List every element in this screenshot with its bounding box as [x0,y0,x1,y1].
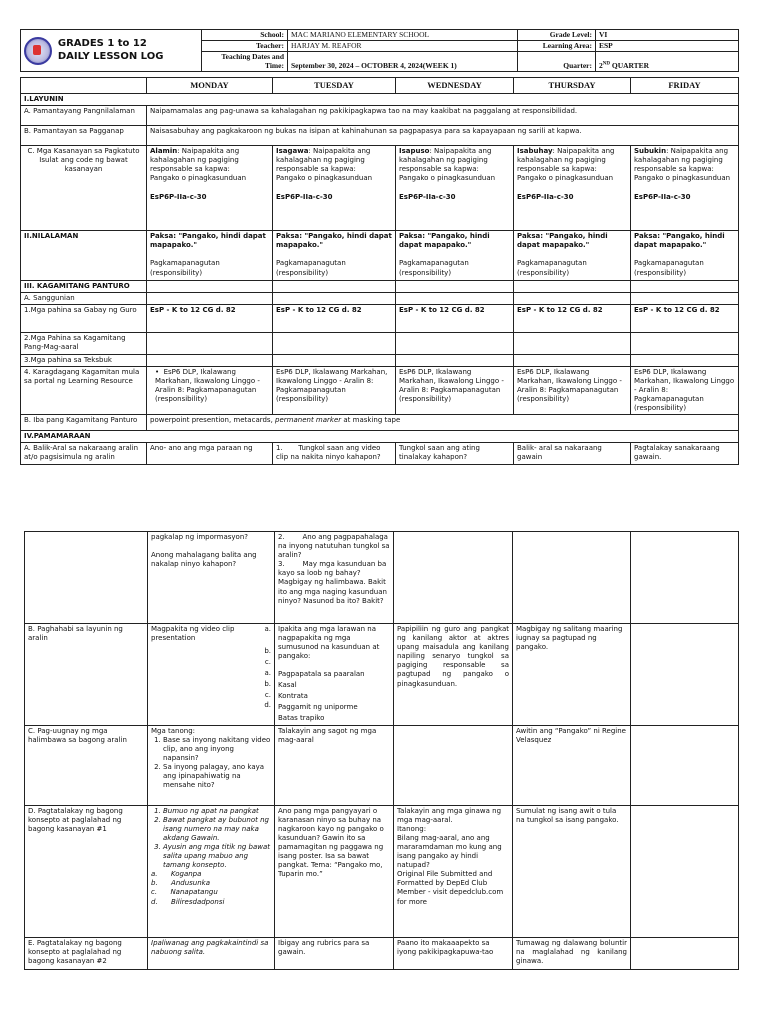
karagdagang-label: 4. Karagdagang Kagamitan mula sa portal ng Learning Resource [21,366,147,414]
header-logo-cell [21,30,202,72]
kasanayan-wednesday [396,146,514,231]
paksa-text: Paksa: "Pangako, hindi dapat mapapako." [517,232,608,250]
deped-seal-icon [24,37,52,65]
list-item: 1. Base sa inyong nakitang video clip, ano ang inyong napansin? [163,736,271,763]
balik2-monday [148,532,275,624]
text-line: Itanong: [397,824,427,833]
iba-part-2: permanent marker [275,416,342,425]
pamantayan-pagganap-label: B. Pamantayan sa Pagganap [21,126,147,146]
day-tuesday: TUESDAY [273,78,396,94]
quarter-number: 2 [599,61,603,71]
day-friday: FRIDAY [631,78,739,94]
kasanayan-code: EsP6P-IIa-c-30 [150,192,207,201]
list-text: Biliresdadponsi [171,897,225,906]
iba-text [147,415,739,431]
list-number: 3. [278,560,285,569]
area-value: ESP [596,40,739,51]
pagtatalakay2-thursday: Tumawag ng dalawang boluntir na maglalahad ng kanilang ginawa. [513,937,631,969]
karagdagang-thursday: EsP6 DLP, Ikalawang Markahan, Ikawalong Linggo - Aralin 8: Pagkamapanagutan (responsibility) [514,366,631,414]
list-letter: c. [151,888,158,897]
kasanayan-monday [147,146,273,231]
pag-uugnay-label: C. Pag-uugnay ng mga halimbawa sa bagong aralin [25,725,148,805]
text-line: Talakayin ang mga ginawa ng mga mag-aaral. [397,806,502,824]
dates-label [202,51,288,72]
gabay-label: 1.Mga pahina sa Gabay ng Guro [21,305,147,333]
list-text: Ano ang pagpapahalaga na inyong natutuhan tungkol sa aralin? [278,533,390,560]
kasanayan-head: Isagawa [276,147,309,156]
balik-monday: Ano- ano ang mga paraan ng [147,443,273,465]
pagtatalakay2-label: E. Pagtatalakay ng bagong konsepto at paglalahad ng bagong kasanayan #2 [25,937,148,969]
gabay-tuesday: EsP - K to 12 CG d. 82 [273,305,396,333]
paksa-text: Paksa: "Pangako, hindi dapat mapapako." [276,232,392,250]
pag-uugnay-monday [148,725,275,805]
day-wednesday: WEDNESDAY [396,78,514,94]
paghahabi-tuesday [275,624,394,726]
kasanayan-head: Subukin [634,147,667,156]
kasanayan-tuesday [273,146,396,231]
title-line-1: GRADES 1 to 12 [57,38,147,49]
gabay-thursday: EsP - K to 12 CG d. 82 [514,305,631,333]
paksa-sub: Pagkamapanagutan (responsibility) [276,259,346,277]
bullet-icon: • [155,367,164,376]
area-label: Learning Area: [518,40,596,51]
list-text: Andusunka [171,879,210,888]
balik2-monday-line-2: Anong mahalagang balita ang nakalap ninyo kahapon? [151,551,257,569]
page-one [20,29,738,465]
document-title [58,38,164,63]
paghahabi-wednesday: Papipiliin ng guro ang pangkat ng kanilang aktor at aktres upang maisadula ang kanilang napiling senaryo tungkol sa pagiging responsable sa pagtupad ng pangako o pinagkasunduan. [394,624,513,726]
paghahabi-tuesday-intro: Ipakita ang mga larawan na nagpapakita ng mga sumusunod na kasunduan at pangako: [278,625,380,661]
paksa-sub: Pagkamapanagutan (responsibility) [634,259,704,277]
teksbuk-label: 3.Mga pahina sa Teksbuk [21,354,147,366]
corner-cell [21,78,147,94]
lesson-table-page-1 [20,77,739,465]
grade-label: Grade Level: [518,30,596,41]
quarter-suffix: ND [602,61,610,67]
list-item [151,888,271,897]
balik-thursday: Balik- aral sa nakaraang gawain [514,443,631,465]
kasanayan-code: EsP6P-IIa-c-30 [276,192,333,201]
pag-uugnay-intro: Mga tanong: [151,726,195,735]
pamantayang-pangnilalaman-text: Naipamamalas ang pag-unawa sa kahalagahan ng pakikipagkapwa tao na may kaakibat na paggalang at responsibilidad. [147,106,739,126]
list-item: 2. Sa inyong palagay, ano kaya ang ipinapahiwatig na mensahe nito? [163,763,271,790]
quarter-value [596,51,739,72]
dates-value: September 30, 2024 – OCTOBER 4, 2024(WEEK 1) [288,51,518,72]
paksa-sub: Pagkamapanagutan (responsibility) [517,259,587,277]
paksa-sub: Pagkamapanagutan (responsibility) [399,259,469,277]
kasanayan-text: : Naipapakita ang kahalagahan ng pagiging responsable sa kapwa: [517,147,615,174]
text-line: Original File Submitted and Formatted by DepEd Club Member - visit depedclub.com for more [397,870,504,906]
gabay-monday: EsP - K to 12 CG d. 82 [147,305,273,333]
balik-continued-label [25,532,148,624]
quarter-word: QUARTER [609,61,650,71]
balik-tuesday [273,443,396,465]
pagtatalakay2-tuesday: Ibigay ang rubrics para sa gawain. [275,937,394,969]
list-letter: c. [264,658,271,667]
pamantayang-pangnilalaman-label: A. Pamantayang Pangnilalaman [21,106,147,126]
paksa-sub: Pagkamapanagutan (responsibility) [150,259,220,277]
balik-tuesday-text: Tungkol saan ang video clip na nakita ninyo kahapon? [276,444,381,462]
nilalaman-thursday [514,231,631,281]
kasanayan-code: EsP6P-IIa-c-30 [634,192,691,201]
lesson-table-page-2 [24,531,739,970]
pagtatalakay1-tuesday: Ano pang mga pangyayari o karanasan ninyo sa buhay na nagkaroon kayo ng pangako o kasunduan? Gawin ito sa pamamagitan ng paggawa ng isang poster. Isa sa bawat pangkat. Tema: “Pangako mo, Tuparin mo.” [275,805,394,937]
kasanayan-sub: Pangako o pinagkasunduan [276,174,373,183]
kasanayan-sub: Pangako o pinagkasunduan [399,174,496,183]
iba-label: B. Iba pang Kagamitang Panturo [21,415,147,431]
paksa-text: Paksa: "Pangako, hindi dapat mapapako." [399,232,490,250]
nilalaman-tuesday [273,231,396,281]
karagdagang-text: EsP6 DLP, Ikalawang Markahan, Ikawalong Linggo - Aralin 8: Pagkamapanagutan (responsibility) [155,367,260,403]
teacher-label: Teacher: [202,40,288,51]
list-letter: a. [151,870,158,879]
dates-label-line-2: Time: [264,61,284,71]
list-item: 3. Ayusin ang mga titik ng bawat salita upang mabuo ang tamang konsepto. [163,843,271,870]
list-letter: b. [264,647,271,656]
kagamitan-pahina-label: 2.Mga Pahina sa Kagamitang Pang-Mag-aaral [21,333,147,354]
sanggunian-label: A. Sanggunian [21,293,147,305]
list-letter: b. [151,879,158,888]
kasanayan-sub: Pangako o pinagkasunduan [517,174,614,183]
balik-wednesday: Tungkol saan ang ating tinalakay kahapon? [396,443,514,465]
kasanayan-text: : Naipapakita ang kahalagahan ng pagiging responsable sa kapwa: [276,147,371,174]
nilalaman-wednesday [396,231,514,281]
kasanayan-thursday [514,146,631,231]
kasanayan-head: Isapuso [399,147,430,156]
pag-uugnay-thursday: Awitin ang “Pangako” ni Regine Velasquez [513,725,631,805]
karagdagang-wednesday: EsP6 DLP, Ikalawang Markahan, Ikawalong Linggo - Aralin 8: Pagkamapanagutan (responsibility) [396,366,514,414]
school-label: School: [202,30,288,41]
paghahabi-monday-text: Magpakita ng video clip presentation [151,625,235,643]
days-header-row [21,78,739,94]
paksa-text: Paksa: "Pangako, hindi dapat mapapako." [634,232,725,250]
kasanayan-head: Isabuhay [517,147,553,156]
pagtatalakay2-monday: Ipaliwanag ang pagkakaintindi sa nabuong salita. [148,937,275,969]
pagtatalakay1-label: D. Pagtatalakay ng bagong konsepto at paglalahad ng bagong kasanayan #1 [25,805,148,937]
day-monday: MONDAY [147,78,273,94]
list-text: Nanapatangu [170,888,218,897]
list-number: 1. [276,444,283,453]
pamantayan-pagganap-text: Naisasabuhay ang pagkakaroon ng bukas na isipan at kahinahunan sa pagpapasya para sa kapayapaan ng sarili at kapwa. [147,126,739,146]
grade-value: VI [596,30,739,41]
list-text: Koganpa [170,870,202,879]
gabay-friday: EsP - K to 12 CG d. 82 [631,305,739,333]
list-letter: d. [151,897,158,906]
header-table [20,29,739,72]
gabay-wednesday: EsP - K to 12 CG d. 82 [396,305,514,333]
paghahabi-monday [148,624,275,726]
kasanayan-text: : Naipapakita ang kahalagahan ng pagiging responsable sa kapwa: [634,147,729,174]
list-item: 2. Bawat pangkat ay bubunot ng isang numero na may naka akdang Gawain. [163,816,271,843]
list-letter: a. [264,625,271,633]
list-letter: b. [264,679,271,688]
day-thursday: THURSDAY [514,78,631,94]
list-item: Batas trapiko [278,713,325,722]
kasanayan-head: Alamin [150,147,178,156]
pagtatalakay2-wednesday: Paano ito makaaapekto sa iyong pakikipagkapuwa-tao [394,937,513,969]
list-letter: d. [264,701,271,710]
iba-part-3: at masking tape [341,416,401,425]
balik-friday: Pagtalakay sanakaraang gawain. [631,443,739,465]
balik2-monday-line-1: pagkalap ng impormasyon? [151,533,248,541]
pagtatalakay1-wednesday [394,805,513,937]
paghahabi-thursday: Magbigay ng salitang maaring iugnay sa pagtupad ng pangako. [513,624,631,726]
list-item: 1. Bumuo ng apat na pangkat [163,807,271,816]
kasanayan-friday [631,146,739,231]
karagdagang-tuesday: EsP6 DLP, Ikalawang Markahan, Ikawalong Linggo - Aralin 8: Pagkamapanagutan (responsibility) [273,366,396,414]
section-layunin: I.LAYUNIN [21,94,739,106]
karagdagang-friday: EsP6 DLP, Ikalawang Markahan, Ikawalong Linggo - Aralin 8: Pagkamapanagutan (responsibility) [631,366,739,414]
quarter-label: Quarter: [518,51,596,72]
list-item [151,879,271,888]
kasanayan-sub: Pangako o pinagkasunduan [150,174,247,183]
kasanayan-code: EsP6P-IIa-c-30 [399,192,456,201]
list-letter: c. [264,690,271,699]
nilalaman-friday [631,231,739,281]
kasanayan-sub: Pangako o pinagkasunduan [634,174,731,183]
kasanayan-label: C. Mga Kasanayan sa Pagkatuto Isulat ang code ng bawat kasanayan [21,146,147,231]
nilalaman-monday [147,231,273,281]
list-item: Pagpapatala sa paaralan [278,670,365,679]
paksa-text: Paksa: "Pangako, hindi dapat mapapako." [150,232,266,250]
list-letter: a. [264,668,271,677]
list-item [151,898,271,907]
kasanayan-text: : Naipapakita ang kahalagahan ng pagiging responsable sa kapwa: [150,147,240,174]
list-item: Paggamit ng uniporme [278,702,358,711]
kasanayan-text: : Naipapakita ang kahalagahan ng pagiging responsable sa kapwa: [399,147,492,174]
kasanayan-code: EsP6P-IIa-c-30 [517,192,574,201]
page-two [24,531,738,970]
pagtatalakay1-monday [148,805,275,937]
list-item [151,870,271,879]
balik-label: A. Balik-Aral sa nakaraang aralin at/o pagsisimula ng aralin [21,443,147,465]
list-text: May mga kasunduan ba kayo sa loob ng bahay? Magbigay ng halimbawa. Bakit ito ang mga naging kasunduan ninyo? Nasunod ba ito? Bakit? [278,560,387,605]
list-item: Kontrata [278,692,308,701]
title-line-2: DAILY LESSON LOG [57,50,164,62]
pag-uugnay-tuesday: Talakayin ang sagot ng mga mag-aaral [275,725,394,805]
balik2-tuesday [275,532,394,624]
section-pamamaraan: IV.PAMAMARAAN [21,431,739,443]
dates-label-line-1: Teaching Dates and [221,51,284,61]
list-item [278,533,390,560]
list-item: Kasal [278,681,297,690]
karagdagang-monday [147,366,273,414]
text-line: Bilang mag-aaral, ano ang mararamdaman mo kung ang isang pangako ay hindi natupad? [397,833,502,870]
iba-part-1: powerpoint presention, metacards, [150,416,276,425]
section-kagamitan: III. KAGAMITANG PANTURO [21,281,147,293]
pagtatalakay1-thursday: Sumulat ng isang awit o tula na tungkol sa isang pangako. [513,805,631,937]
list-item [278,560,390,605]
list-number: 2. [278,533,285,541]
school-value: MAC MARIANO ELEMENTARY SCHOOL [288,30,518,41]
paghahabi-label: B. Paghahabi sa layunin ng aralin [25,624,148,726]
teacher-value: HARJAY M. REAFOR [288,40,518,51]
nilalaman-label: II.NILALAMAN [21,231,147,281]
